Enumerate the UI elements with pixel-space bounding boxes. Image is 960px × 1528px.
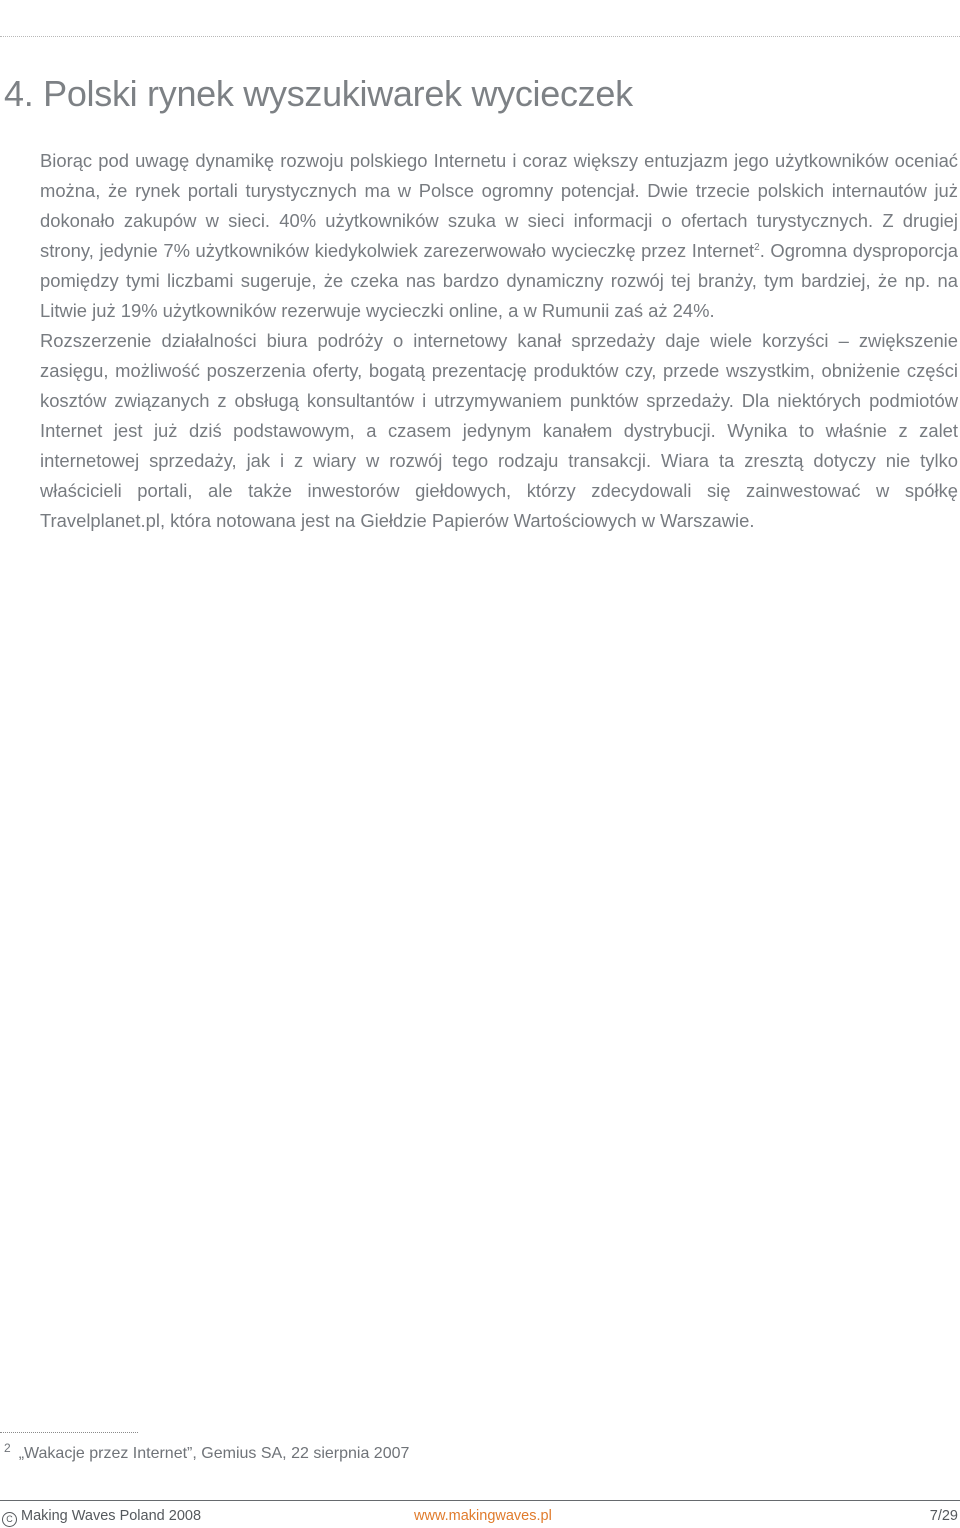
paragraph-1-continuation: . Ogromna dysproporcja pomiędzy tymi liczbami sugeruje, że czeka nas bardzo dynamiczny rozwój tej branży, tym bardziej, że np. na Litwie już 19% użytkowników rezerwuje wycieczki online, a w Rumunii zaś aż 24%.	[40, 240, 958, 321]
paragraph-1-text: Biorąc pod uwagę dynamikę rozwoju polskiego Internetu i coraz większy entuzjazm jego użytkowników oceniać można, że rynek portali turystycznych ma w Polsce ogromny potencjał. Dwie trzecie polskich internautów już dokonało zakupów w sieci. 40% użytkowników szuka w sieci informacji o ofertach turystycznych. Z drugiej strony, jedynie 7% użytkowników kiedykolwiek zarezerwowało wycieczkę przez Internet	[40, 150, 958, 261]
main-content	[40, 146, 958, 536]
top-divider	[0, 36, 960, 37]
copyright-icon: C	[2, 1512, 17, 1527]
footnote-reference[interactable]: 2	[754, 241, 760, 253]
page-title: 4. Polski rynek wyszukiwarek wycieczek	[4, 73, 633, 114]
footer-website-link[interactable]: www.makingwaves.pl	[414, 1508, 552, 1524]
page-number: 7/29	[929, 1508, 958, 1524]
page-footer	[0, 1506, 958, 1526]
footer-divider	[0, 1500, 960, 1501]
footnote	[4, 1442, 409, 1466]
footer-copyright-text: Making Waves Poland 2008	[21, 1508, 202, 1524]
paragraph-1	[40, 146, 958, 326]
footnote-text: „Wakacje przez Internet”, Gemius SA, 22 sierpnia 2007	[18, 1445, 410, 1462]
paragraph-2: Rozszerzenie działalności biura podróży o internetowy kanał sprzedaży daje wiele korzyści – zwiększenie zasięgu, możliwość poszerzenia oferty, bogatą prezentację produktów czy, przede wszystkim, obniżenie części kosztów związanych z obsługą konsultantów i utrzymywaniem punktów sprzedaży. Dla niektórych podmiotów Internet jest już dziś podstawowym, a czasem jedynym kanałem dystrybucji. Wynika to właśnie z zalet internetowej sprzedaży, jak i z wiary w rozwój tego rodzaju transakcji. Wiara ta zresztą dotyczy nie tylko właścicieli portali, ale także inwestorów giełdowych, którzy zdecydowali się zainwestować w spółkę Travelplanet.pl, która notowana jest na Giełdzie Papierów Wartościowych w Warszawie.	[40, 330, 958, 531]
footer-copyright	[2, 1506, 201, 1527]
footnote-number: 2	[4, 1441, 11, 1455]
footnote-divider	[0, 1432, 138, 1433]
